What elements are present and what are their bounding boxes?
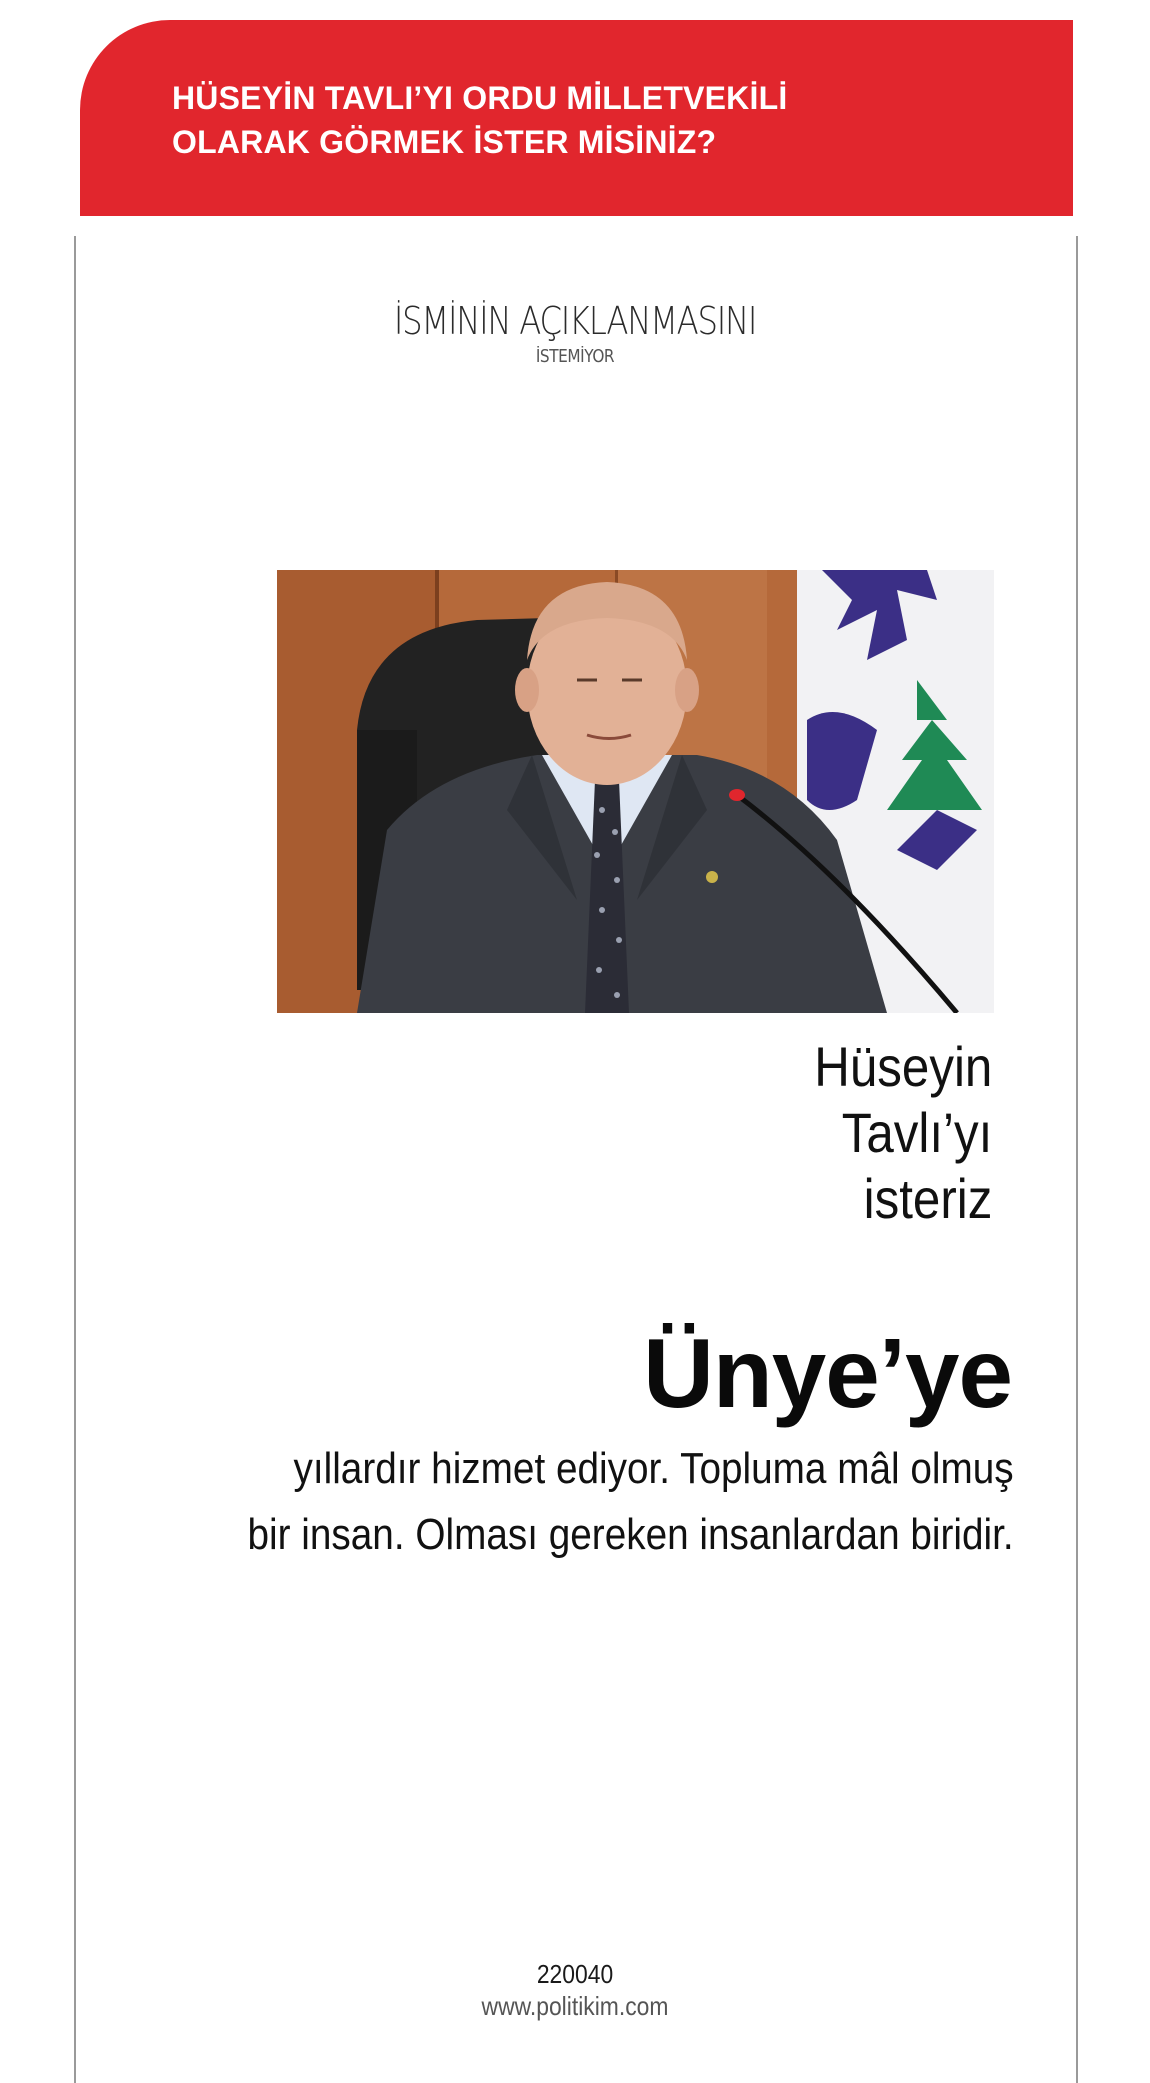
footer-code: 220040 (536, 1959, 614, 1989)
body-line-1: yıllardır hizmet ediyor. Topluma mâl olmuş (293, 1444, 1014, 1493)
caption-line-2: Tavlı’yı (841, 1101, 992, 1164)
body-text (248, 1436, 1014, 1568)
photo-caption (814, 1034, 992, 1232)
caption-line-3: isteriz (863, 1167, 992, 1230)
frame-left-border (74, 236, 76, 2083)
footer-site-link[interactable]: www.politikim.com (481, 1991, 669, 2021)
header-title-line-1: HÜSEYİN TAVLI’YI ORDU MİLLETVEKİLİ (172, 80, 788, 116)
header-banner (80, 20, 1073, 216)
anonymity-sub-text: İSTEMİYOR (535, 346, 615, 367)
footer (0, 1958, 1150, 2022)
body-line-2: bir insan. Olması gereken insanlardan biridir. (247, 1510, 1014, 1559)
headline: Ünye’ye (643, 1318, 1012, 1428)
anonymity-note (0, 296, 1150, 368)
header-title-line-2: OLARAK GÖRMEK İSTER MİSİNİZ? (172, 124, 717, 160)
frame-right-border (1076, 236, 1078, 2083)
portrait-photo (277, 570, 994, 1013)
anonymity-main-text: İSMİNİN AÇIKLANMASINI (393, 299, 757, 343)
caption-line-1: Hüseyin (813, 1035, 992, 1098)
